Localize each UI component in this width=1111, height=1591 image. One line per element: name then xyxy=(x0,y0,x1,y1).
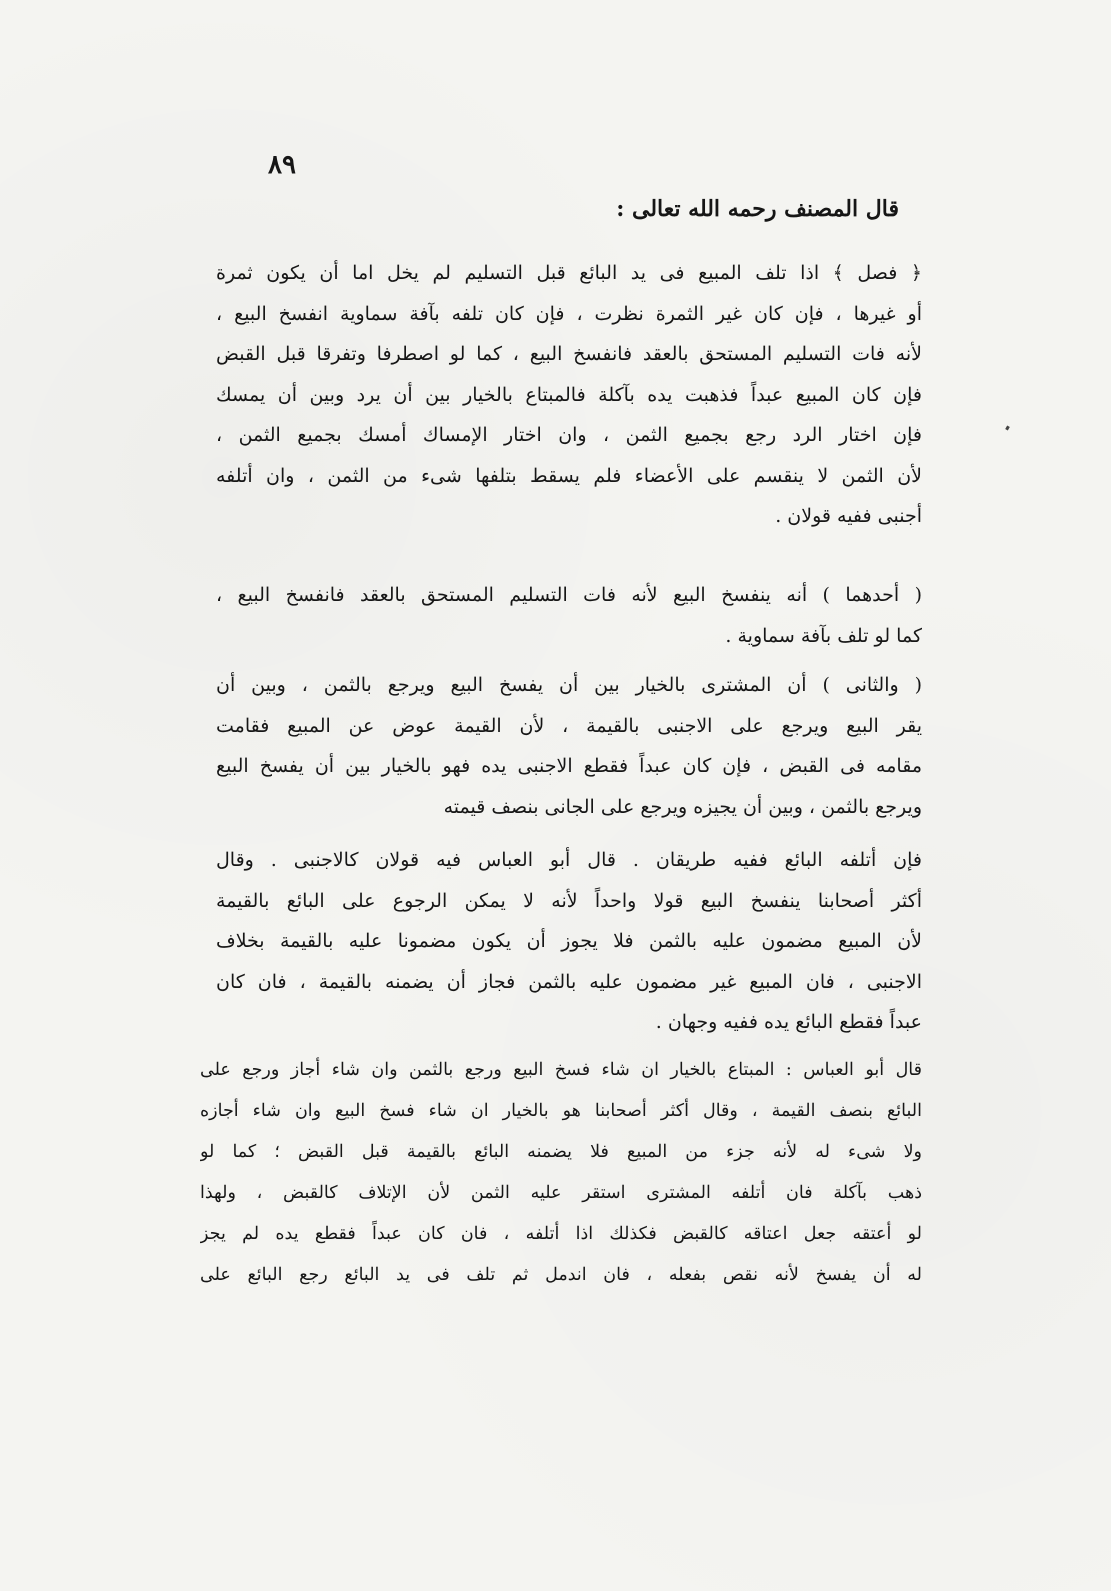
text-line: ولا شىء له لأنه جزء من المبيع فلا يضمنه البائع بالقيمة قبل القبض ؛ كما لو xyxy=(200,1142,922,1162)
text-line: لو أعتقه جعل اعتاقه كالقبض فكذلك اذا أتلفه ، فان كان عبداً فقطع يده لم يجز xyxy=(200,1224,922,1244)
text-line: له أن يفسخ لأنه نقص بفعله ، فان اندمل ثم تلف فى يد البائع رجع البائع على xyxy=(200,1265,922,1285)
text-line: ويرجع بالثمن ، وبين أن يجيزه ويرجع على الجانى بنصف قيمته xyxy=(443,795,922,818)
text-line: ذهب بآكلة فان أتلفه المشترى استقر عليه الثمن لأن الإتلاف كالقبض ، ولهذا xyxy=(200,1183,922,1203)
text-line: فإن أتلفه البائع ففيه طريقان . قال أبو العباس فيه قولان كالاجنبى . وقال xyxy=(216,849,922,871)
paragraph-first-opinion xyxy=(216,575,922,656)
paragraph-fasl xyxy=(216,253,922,537)
page-number: ٨٩ xyxy=(268,150,296,180)
text-line: أكثر أصحابنا ينفسخ البيع قولا واحداً لأنه لا يمكن الرجوع على البائع بالقيمة xyxy=(216,889,922,912)
text-line: أجنبى ففيه قولان . xyxy=(775,505,922,527)
text-line: فإن اختار الرد رجع بجميع الثمن ، وان اختار الإمساك أمسك بجميع الثمن ، xyxy=(216,424,922,446)
paragraph-second-opinion xyxy=(216,665,922,827)
text-line: الاجنبى ، فان المبيع غير مضمون عليه بالثمن فجاز أن يضمنه بالقيمة ، فان كان xyxy=(216,970,922,993)
section-heading: قال المصنف رحمه الله تعالى : xyxy=(616,196,899,222)
text-line: لأن المبيع مضمون عليه بالثمن فلا يجوز أن يكون مضمونا عليه بالقيمة بخلاف xyxy=(216,930,922,952)
text-line: ﴿ فصل ﴾ اذا تلف المبيع فى يد البائع قبل التسليم لم يخل اما أن يكون ثمرة xyxy=(216,262,922,284)
text-line: ( أحدهما ) أنه ينفسخ البيع لأنه فات التسليم المستحق بالعقد فانفسخ البيع ، xyxy=(216,584,922,606)
text-line: مقامه فى القبض ، فإن كان عبداً فقطع الاجنبى يده فهو بالخيار بين أن يفسخ البيع xyxy=(216,755,922,777)
text-line: البائع بنصف القيمة ، وقال أكثر أصحابنا هو بالخيار ان شاء فسخ البيع وان شاء أجازه xyxy=(200,1101,922,1121)
scan-speck xyxy=(1005,426,1010,431)
text-line: كما لو تلف بآفة سماوية . xyxy=(725,624,922,647)
paragraph-seller-destroys xyxy=(216,840,922,1043)
text-line: فإن كان المبيع عبداً فذهبت يده بآكلة فالمبتاع بالخيار بين أن يرد وبين أن يمسك xyxy=(216,383,922,406)
text-line: لأن الثمن لا ينقسم على الأعضاء فلم يسقط بتلفها شىء من الثمن ، وان أتلفه xyxy=(216,464,922,487)
paragraph-abu-al-abbas xyxy=(200,1050,922,1296)
text-line: لأنه فات التسليم المستحق بالعقد فانفسخ البيع ، كما لو اصطرفا وتفرقا قبل القبض xyxy=(216,343,922,365)
text-line: قال أبو العباس : المبتاع بالخيار ان شاء فسخ البيع ورجع بالثمن وان شاء أجاز ورجع على xyxy=(200,1060,922,1080)
text-line: يقر البيع ويرجع على الاجنبى بالقيمة ، لأن القيمة عوض عن المبيع فقامت xyxy=(216,714,922,737)
text-line: عبداً فقطع البائع يده ففيه وجهان . xyxy=(655,1011,922,1033)
text-line: أو غيرها ، فإن كان غير الثمرة نظرت ، فإن كان تلفه بآفة سماوية انفسخ البيع ، xyxy=(216,302,922,325)
text-line: ( والثانى ) أن المشترى بالخيار بين أن يفسخ البيع ويرجع بالثمن ، وبين أن xyxy=(216,674,922,696)
